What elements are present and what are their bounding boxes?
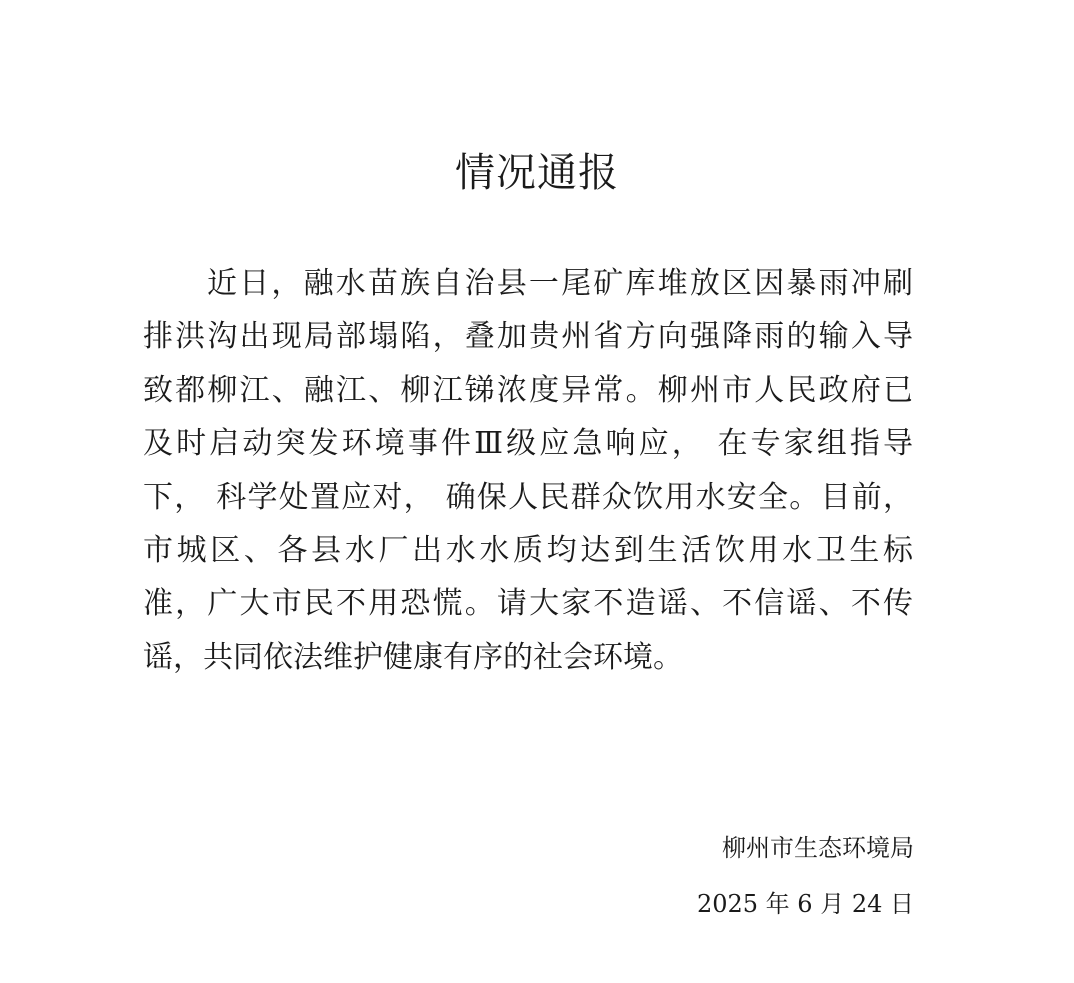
body-line: 下， 科学处置应对， 确保人民群众饮用水安全。目前， bbox=[143, 479, 913, 515]
body-line: 近日，融水苗族自治县一尾矿库堆放区因暴雨冲刷 bbox=[207, 266, 913, 301]
signature-date: 2025 年 6 月 24 日 bbox=[696, 890, 914, 918]
document-title: 情况通报 bbox=[455, 150, 619, 196]
body-line: 准，广大市民不用恐慌。请大家不造谣、不信谣、不传 bbox=[143, 586, 913, 622]
body-line: 排洪沟出现局部塌陷，叠加贵州省方向强降雨的输入导 bbox=[143, 319, 913, 355]
body-line: 致都柳江、融江、柳江锑浓度异常。柳州市人民政府已 bbox=[143, 372, 913, 408]
body-line: 及时启动突发环境事件Ⅲ级应急响应， 在专家组指导 bbox=[143, 426, 913, 462]
body-line: 谣，共同依法维护健康有序的社会环境。 bbox=[143, 639, 683, 675]
document-body bbox=[143, 257, 913, 684]
signature-organization: 柳州市生态环境局 bbox=[722, 834, 914, 862]
body-line: 市城区、各县水厂出水水质均达到生活饮用水卫生标 bbox=[143, 532, 913, 568]
